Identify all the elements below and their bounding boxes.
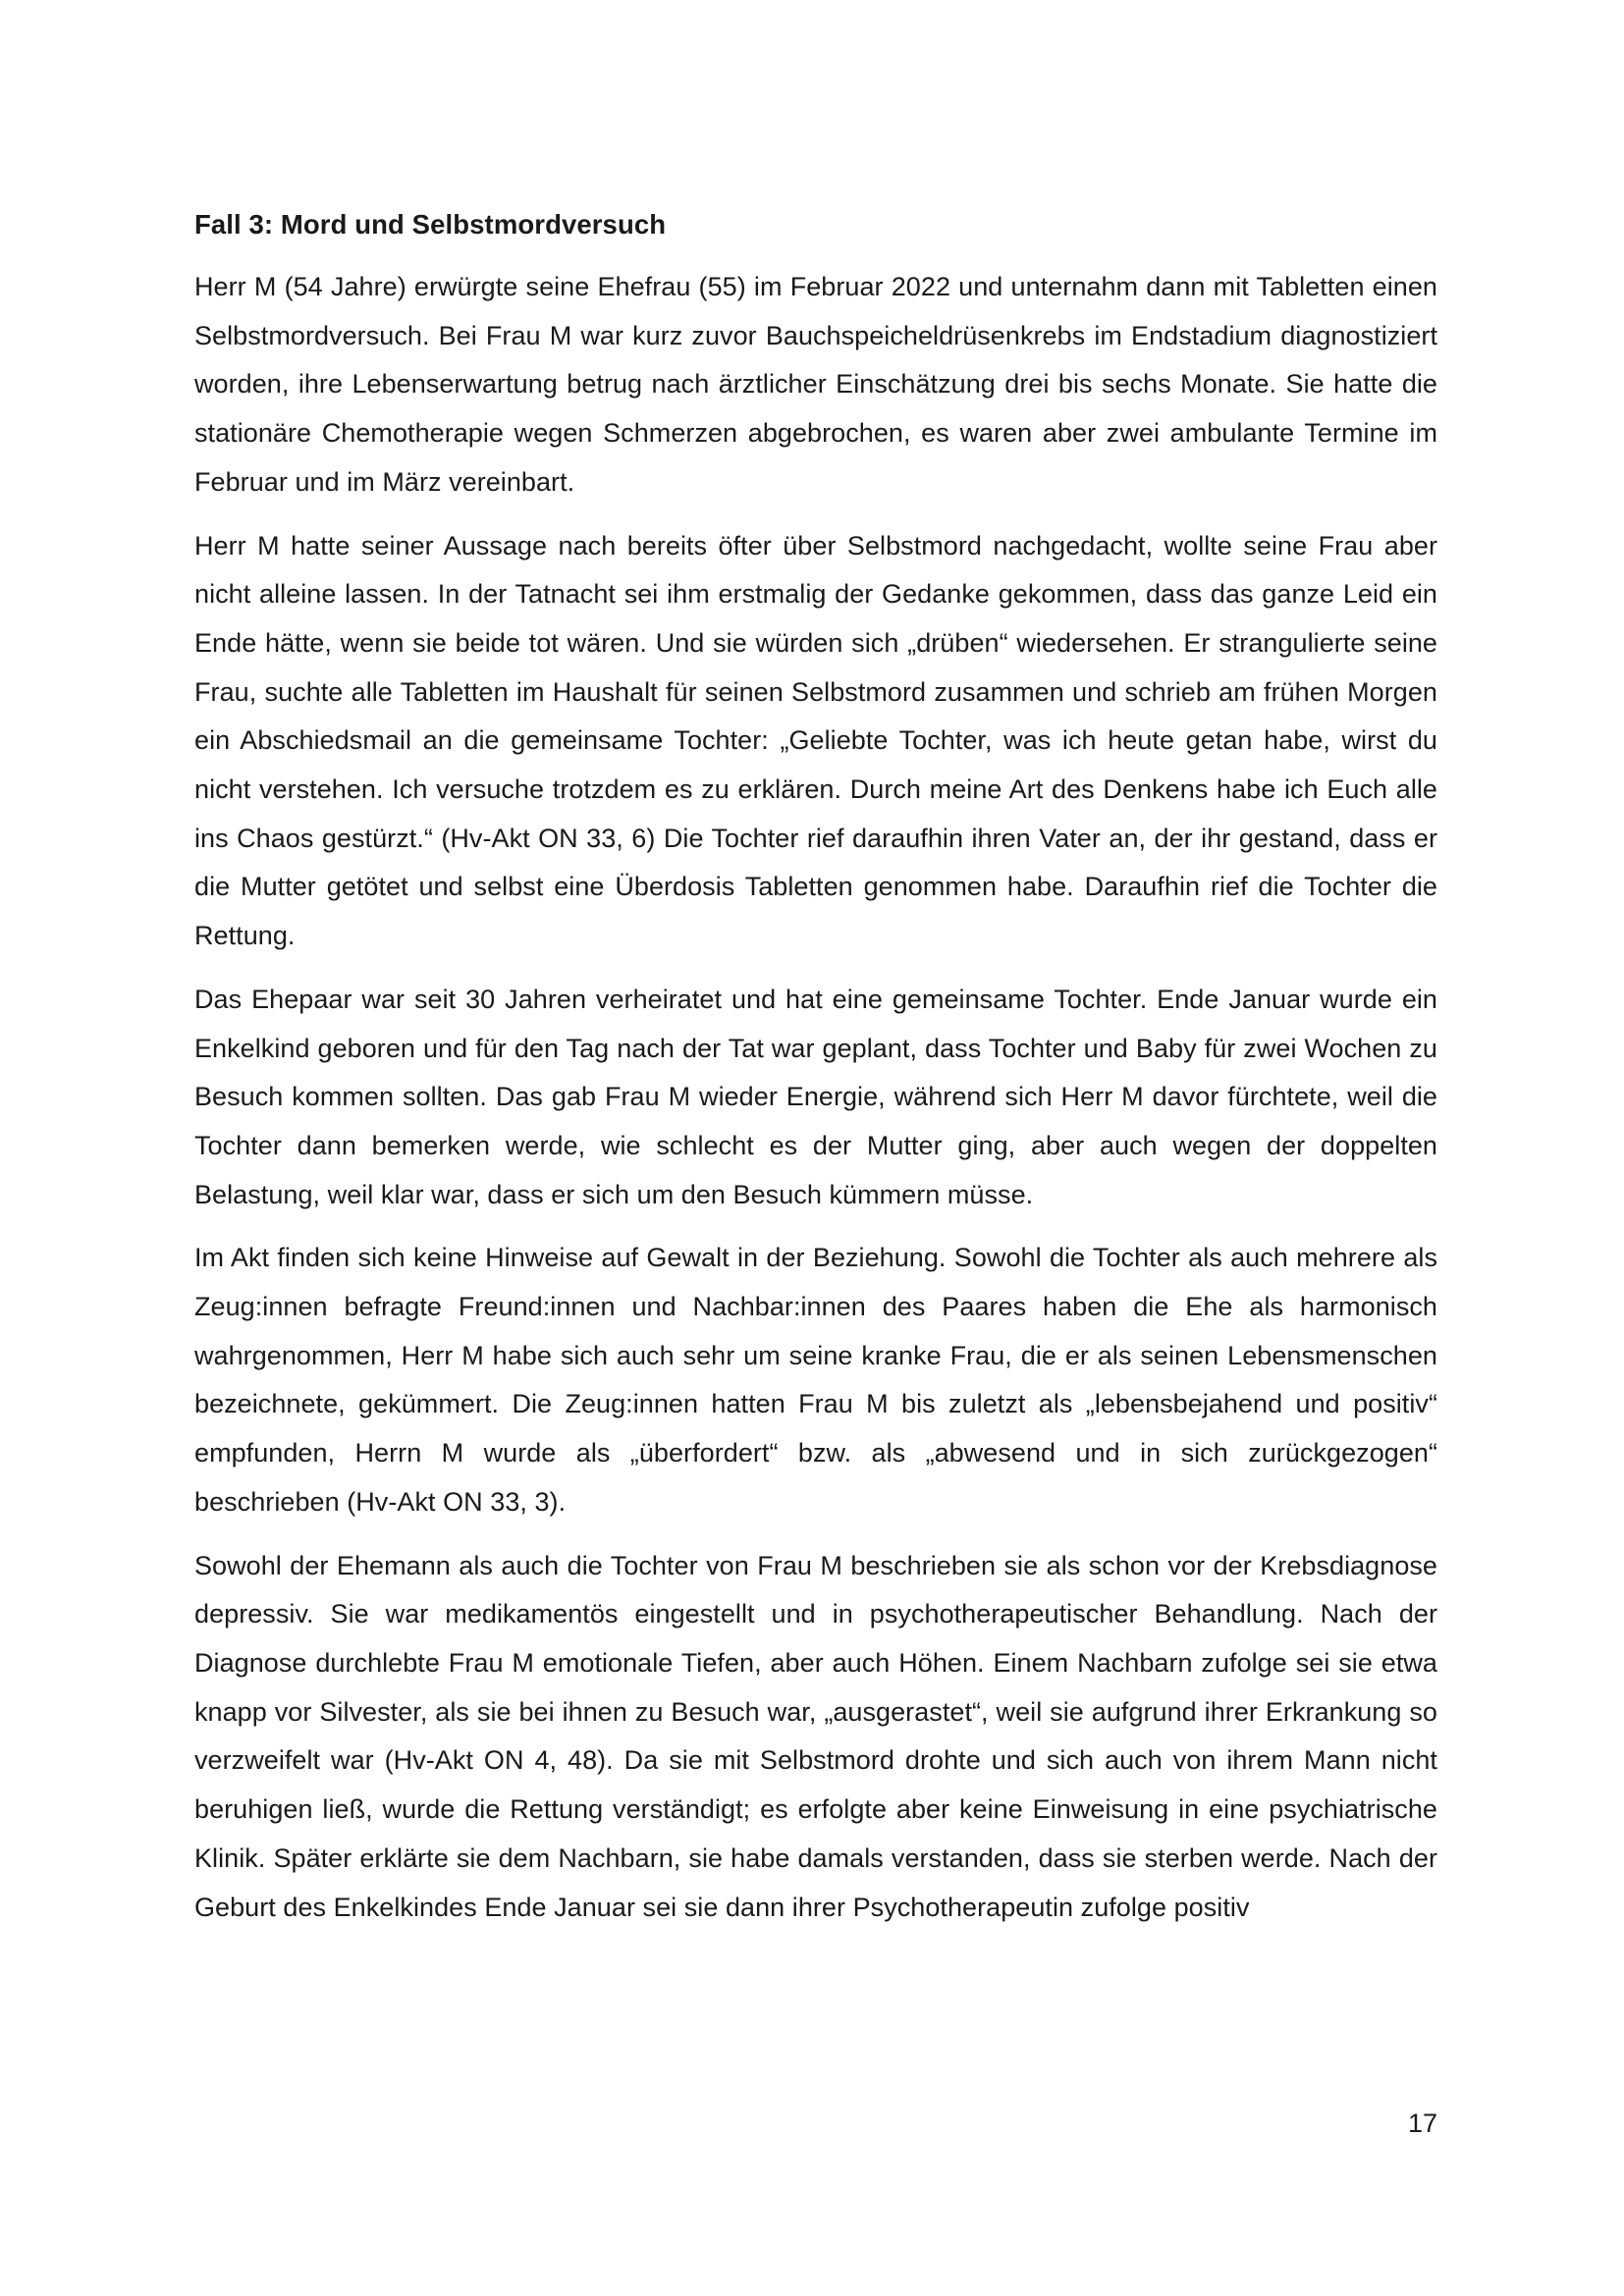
paragraph-2: Herr M hatte seiner Aussage nach bereits öfter über Selbstmord nachgedacht, wollte seine Frau aber nicht alleine lassen. In der Tatnacht sei ihm erstmalig der Gedanke gekommen, dass das ganze Leid ein Ende hätte, wenn sie beide tot wären. Und sie würden sich „drüben“ wiedersehen. Er strangulierte seine Frau, suchte alle Tabletten im Haushalt für seinen Selbstmord zusammen und schrieb am frühen Morgen ein Abschiedsmail an die gemeinsame Tochter: „Geliebte Tochter, was ich heute getan habe, wirst du nicht verstehen. Ich versuche trotzdem es zu erklären. Durch meine Art des Denkens habe ich Euch alle ins Chaos gestürzt.“ (Hv-Akt ON 33, 6) Die Tochter rief daraufhin ihren Vater an, der ihr gestand, dass er die Mutter getötet und selbst eine Überdosis Tabletten genommen habe. Daraufhin rief die Tochter die Rettung. [194, 530, 1437, 951]
paragraph-3: Das Ehepaar war seit 30 Jahren verheiratet und hat eine gemeinsame Tochter. Ende Januar wurde ein Enkelkind geboren und für den Tag nach der Tat war geplant, dass Tochter und Baby für zwei Wochen zu Besuch kommen sollten. Das gab Frau M wieder Energie, während sich Herr M davor fürchtete, weil die Tochter dann bemerken werde, wie schlecht es der Mutter ging, aber auch wegen der doppelten Belastung, weil klar war, dass er sich um den Besuch kümmern müsse. [194, 984, 1437, 1209]
paragraph-5: Sowohl der Ehemann als auch die Tochter von Frau M beschrieben sie als schon vor der Krebsdiagnose depressiv. Sie war medikamentös eingestellt und in psychotherapeutischer Behandlung. Nach der Diagnose durchlebte Frau M emotionale Tiefen, aber auch Höhen. Einem Nachbarn zufolge sei sie etwa knapp vor Silvester, als sie bei ihnen zu Besuch war, „ausgerastet“, weil sie aufgrund ihrer Erkrankung so verzweifelt war (Hv-Akt ON 4, 48). Da sie mit Selbstmord drohte und sich auch von ihrem Mann nicht beruhigen ließ, wurde die Rettung verständigt; es erfolgte aber keine Einweisung in eine psychiatrische Klinik. Später erklärte sie dem Nachbarn, sie habe damals verstanden, dass sie sterben werde. Nach der Geburt des Enkelkindes Ende Januar sei sie dann ihrer Psychotherapeutin zufolge positiv [194, 1550, 1437, 1922]
section-heading: Fall 3: Mord und Selbstmordversuch [194, 209, 667, 240]
paragraph-4: Im Akt finden sich keine Hinweise auf Gewalt in der Beziehung. Sowohl die Tochter als auch mehrere als Zeug:innen befragte Freund:innen und Nachbar:innen des Paares haben die Ehe als harmonisch wahrgenommen, Herr M habe sich auch sehr um seine kranke Frau, die er als seinen Lebensmenschen bezeichnete, gekümmert. Die Zeug:innen hatten Frau M bis zuletzt als „lebensbejahend und positiv“ empfunden, Herrn M wurde als „überfordert“ bzw. als „abwesend und in sich zurückgezogen“ beschrieben (Hv-Akt ON 33, 3). [194, 1243, 1437, 1517]
paragraph-1: Herr M (54 Jahre) erwürgte seine Ehefrau (55) im Februar 2022 und unternahm dann mit Tabletten einen Selbstmordversuch. Bei Frau M war kurz zuvor Bauchspeicheldrüsenkrebs im Endstadium diagnostiziert worden, ihre Lebenserwartung betrug nach ärztlicher Einschätzung drei bis sechs Monate. Sie hatte die stationäre Chemotherapie wegen Schmerzen abgebrochen, es waren aber zwei ambulante Termine im Februar und im März vereinbart. [194, 272, 1437, 497]
page-number: 17 [1407, 2109, 1437, 2138]
page-content [194, 200, 1437, 1947]
